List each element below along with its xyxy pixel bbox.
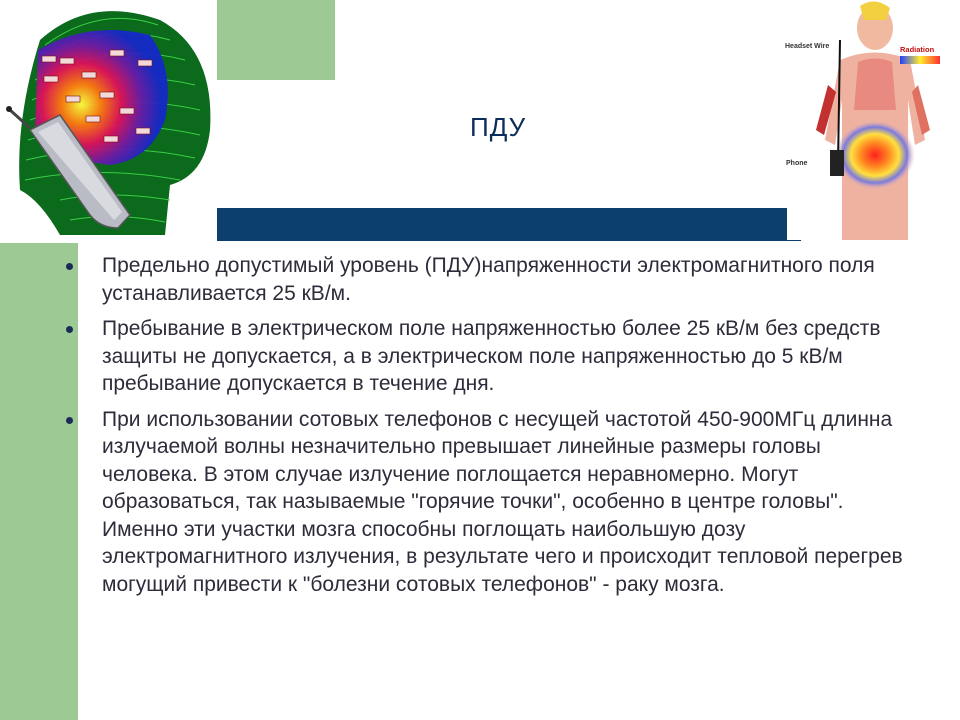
bullet-item — [62, 406, 922, 599]
label-headset-wire: Headset Wire — [785, 43, 830, 50]
head-radiation-illustration — [0, 0, 216, 240]
bullet-marker — [66, 417, 73, 424]
bullet-list — [62, 252, 922, 606]
bullet-text: При использовании сотовых телефонов с несущей частотой 450-900МГц длинна излучаемой волны незначительно превышает линейные размеры головы человека. В этом случае излучение поглощается неравномерно. Могут образоваться, так называемые "горячие точки", особенно в центре головы". Именно эти участки мозга способны поглощать наибольшую дозу электромагнитного излучения, в результате чего и происходит тепловой перегрев могущий привести к "болезни сотовых телефонов" - раку мозга. — [102, 407, 903, 596]
bullet-item — [62, 252, 922, 307]
title-underline-bar — [217, 208, 787, 241]
bullet-text: Пребывание в электрическом поле напряженностью более 25 кВ/м без средств защиты не допускается, а в электрическом поле напряженностью до 5 кВ/м пребывание допускается в течение дня. — [102, 317, 881, 395]
bullet-marker — [66, 326, 73, 333]
label-radiation: Radiation — [900, 45, 935, 54]
title-bar-tick — [785, 240, 801, 241]
bullet-marker — [66, 263, 73, 270]
bullet-item — [62, 315, 922, 398]
decorative-green-square — [217, 0, 335, 80]
slide-title: ПДУ — [470, 112, 527, 142]
label-phone: Phone — [786, 160, 808, 167]
body-radiation-illustration — [780, 0, 958, 240]
bullet-text: Предельно допустимый уровень (ПДУ)напряженности электромагнитного поля устанавливается 25 кВ/м. — [102, 254, 875, 305]
